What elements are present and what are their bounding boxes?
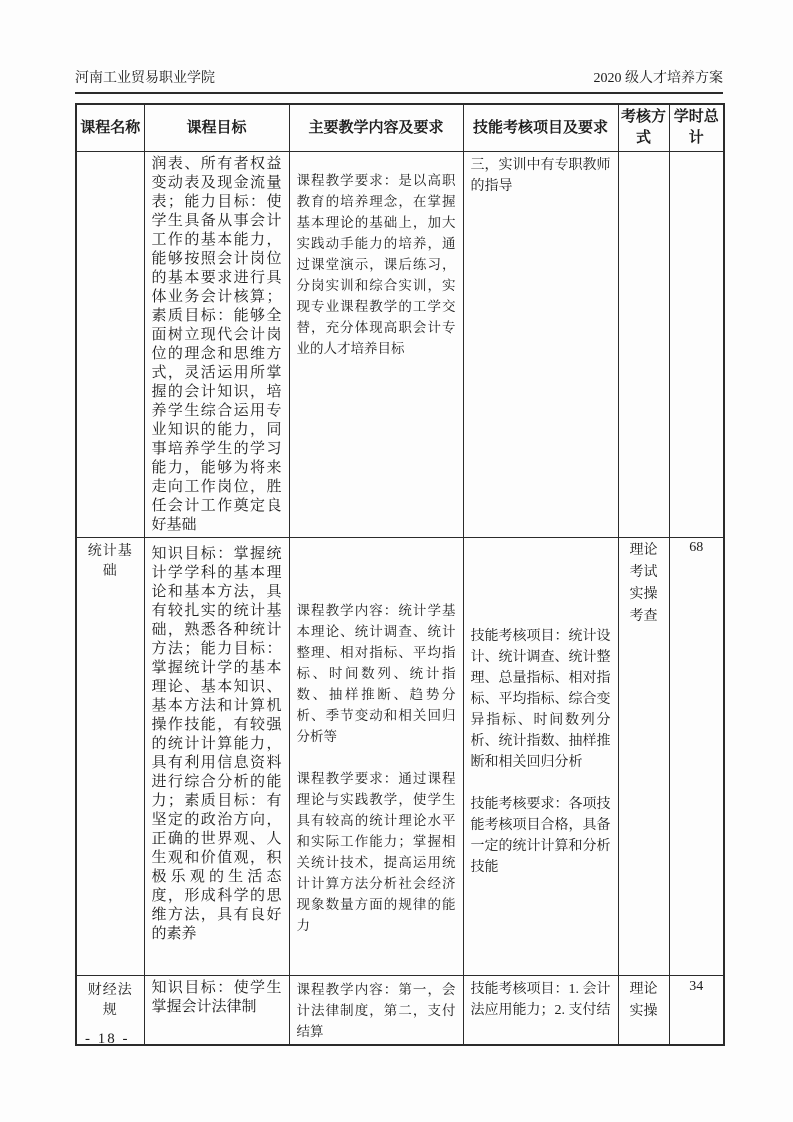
cell-assessment-method (618, 152, 669, 538)
header-school-name: 河南工业贸易职业学院 (75, 71, 215, 86)
method-line: 理论 (629, 982, 658, 997)
column-header-method: 考核方式 (618, 104, 669, 152)
paragraph: 三，实训中有专职教师的指导 (470, 158, 611, 194)
cell-teaching-content (289, 152, 463, 538)
method-line: 理论 (629, 543, 658, 558)
cell-skill-assessment (463, 152, 618, 538)
cell-total-hours: 68 (669, 538, 724, 976)
cell-skill-assessment (463, 976, 618, 1046)
paragraph: 课程教学要求：是以高职教育的培养理念，在掌握基本理论的基础上，加大实践动手能力的培养，通过课堂演示，课后练习，分岗实训和综合实训，实现专业课程教学的工学交替，充分体现高职会计专业的人才培养目标 (296, 173, 456, 356)
paragraph: 技能考核项目：统计设计、统计调查、统计整理、总量指标、相对指标、平均指标、综合变异指标、时间数列分析、统计指数、抽样推断和相关回归分析 (470, 629, 611, 770)
table-row-accounting-continued (76, 152, 724, 538)
column-header-assessment: 技能考核项目及要求 (463, 104, 618, 152)
cell-teaching-content (289, 976, 463, 1046)
cell-total-hours (669, 152, 724, 538)
cell-course-name: 统计基础 (76, 538, 144, 976)
table-row-statistics-basics (76, 538, 724, 976)
method-line: 实操 (629, 1004, 658, 1019)
method-line: 考查 (629, 609, 658, 624)
cell-course-name (76, 152, 144, 538)
paragraph: 课程教学内容：第一，会计法律制度，第二，支付结算 (296, 982, 456, 1039)
paragraph: 课程教学内容：统计学基本理论、统计调查、统计整理、相对指标、平均指标、时间数列、统计指数、抽样推断、趋势分析、季节变动和相关回归分析等 (296, 603, 456, 744)
column-header-objectives: 课程目标 (144, 104, 289, 152)
cell-assessment-method (618, 976, 669, 1046)
column-header-content: 主要教学内容及要求 (289, 104, 463, 152)
page-number: - 18 - (85, 1031, 130, 1047)
table-row-finance-regulations (76, 976, 724, 1046)
cell-skill-assessment (463, 538, 618, 976)
paragraph: 润表、所有者权益变动表及现金流量表；能力目标：使学生具备从事会计工作的基本能力，能够按照会计岗位的基本要求进行具体业务会计核算；素质目标：能够全面树立现代会计岗位的理念和思维方式，灵活运用所掌握的会计知识，培养学生综合运用专业知识的能力，同事培养学生的学习能力，能够为将来走向工作岗位，胜任会计工作奠定良好基础 (151, 156, 282, 533)
column-header-course-name: 课程名称 (76, 104, 144, 152)
cell-objectives (144, 152, 289, 538)
course-plan-table (75, 103, 725, 1046)
paragraph: 知识目标：使学生掌握会计法律制 (151, 980, 282, 1015)
header-doc-title: 2020 级人才培养方案 (593, 71, 723, 86)
cell-objectives (144, 976, 289, 1046)
cell-course-name: 财经法规 (76, 976, 144, 1046)
cell-teaching-content (289, 538, 463, 976)
page-header (75, 70, 723, 94)
paragraph: 知识目标：掌握统计学学科的基本理论和基本方法，具有较扎实的统计基础，熟悉各种统计方法；能力目标：掌握统计学的基本理论、基本知识、基本方法和计算机操作技能，有较强的统计计算能力，具有利用信息资料进行综合分析的能力；素质目标：有坚定的政治方向，正确的世界观、人生观和价值观，积极乐观的生活态度，形成科学的思维方法，具有良好的素养 (151, 546, 282, 942)
cell-objectives (144, 538, 289, 976)
cell-assessment-method (618, 538, 669, 976)
paragraph: 课程教学要求：通过课程理论与实践教学，使学生具有较高的统计理论水平和实际工作能力；掌握相关统计技术，提高运用统计计算方法分析社会经济现象数量方面的规律的能力 (296, 771, 456, 933)
method-line: 考试 (629, 565, 658, 580)
column-header-hours: 学时总计 (669, 104, 724, 152)
method-line: 实操 (629, 587, 658, 602)
cell-total-hours: 34 (669, 976, 724, 1046)
paragraph: 技能考核项目：1. 会计法应用能力；2. 支付结 (470, 982, 611, 1018)
table-header-row (76, 104, 724, 152)
paragraph: 技能考核要求：各项技能考核项目合格，具备一定的统计计算和分析技能 (470, 797, 611, 875)
